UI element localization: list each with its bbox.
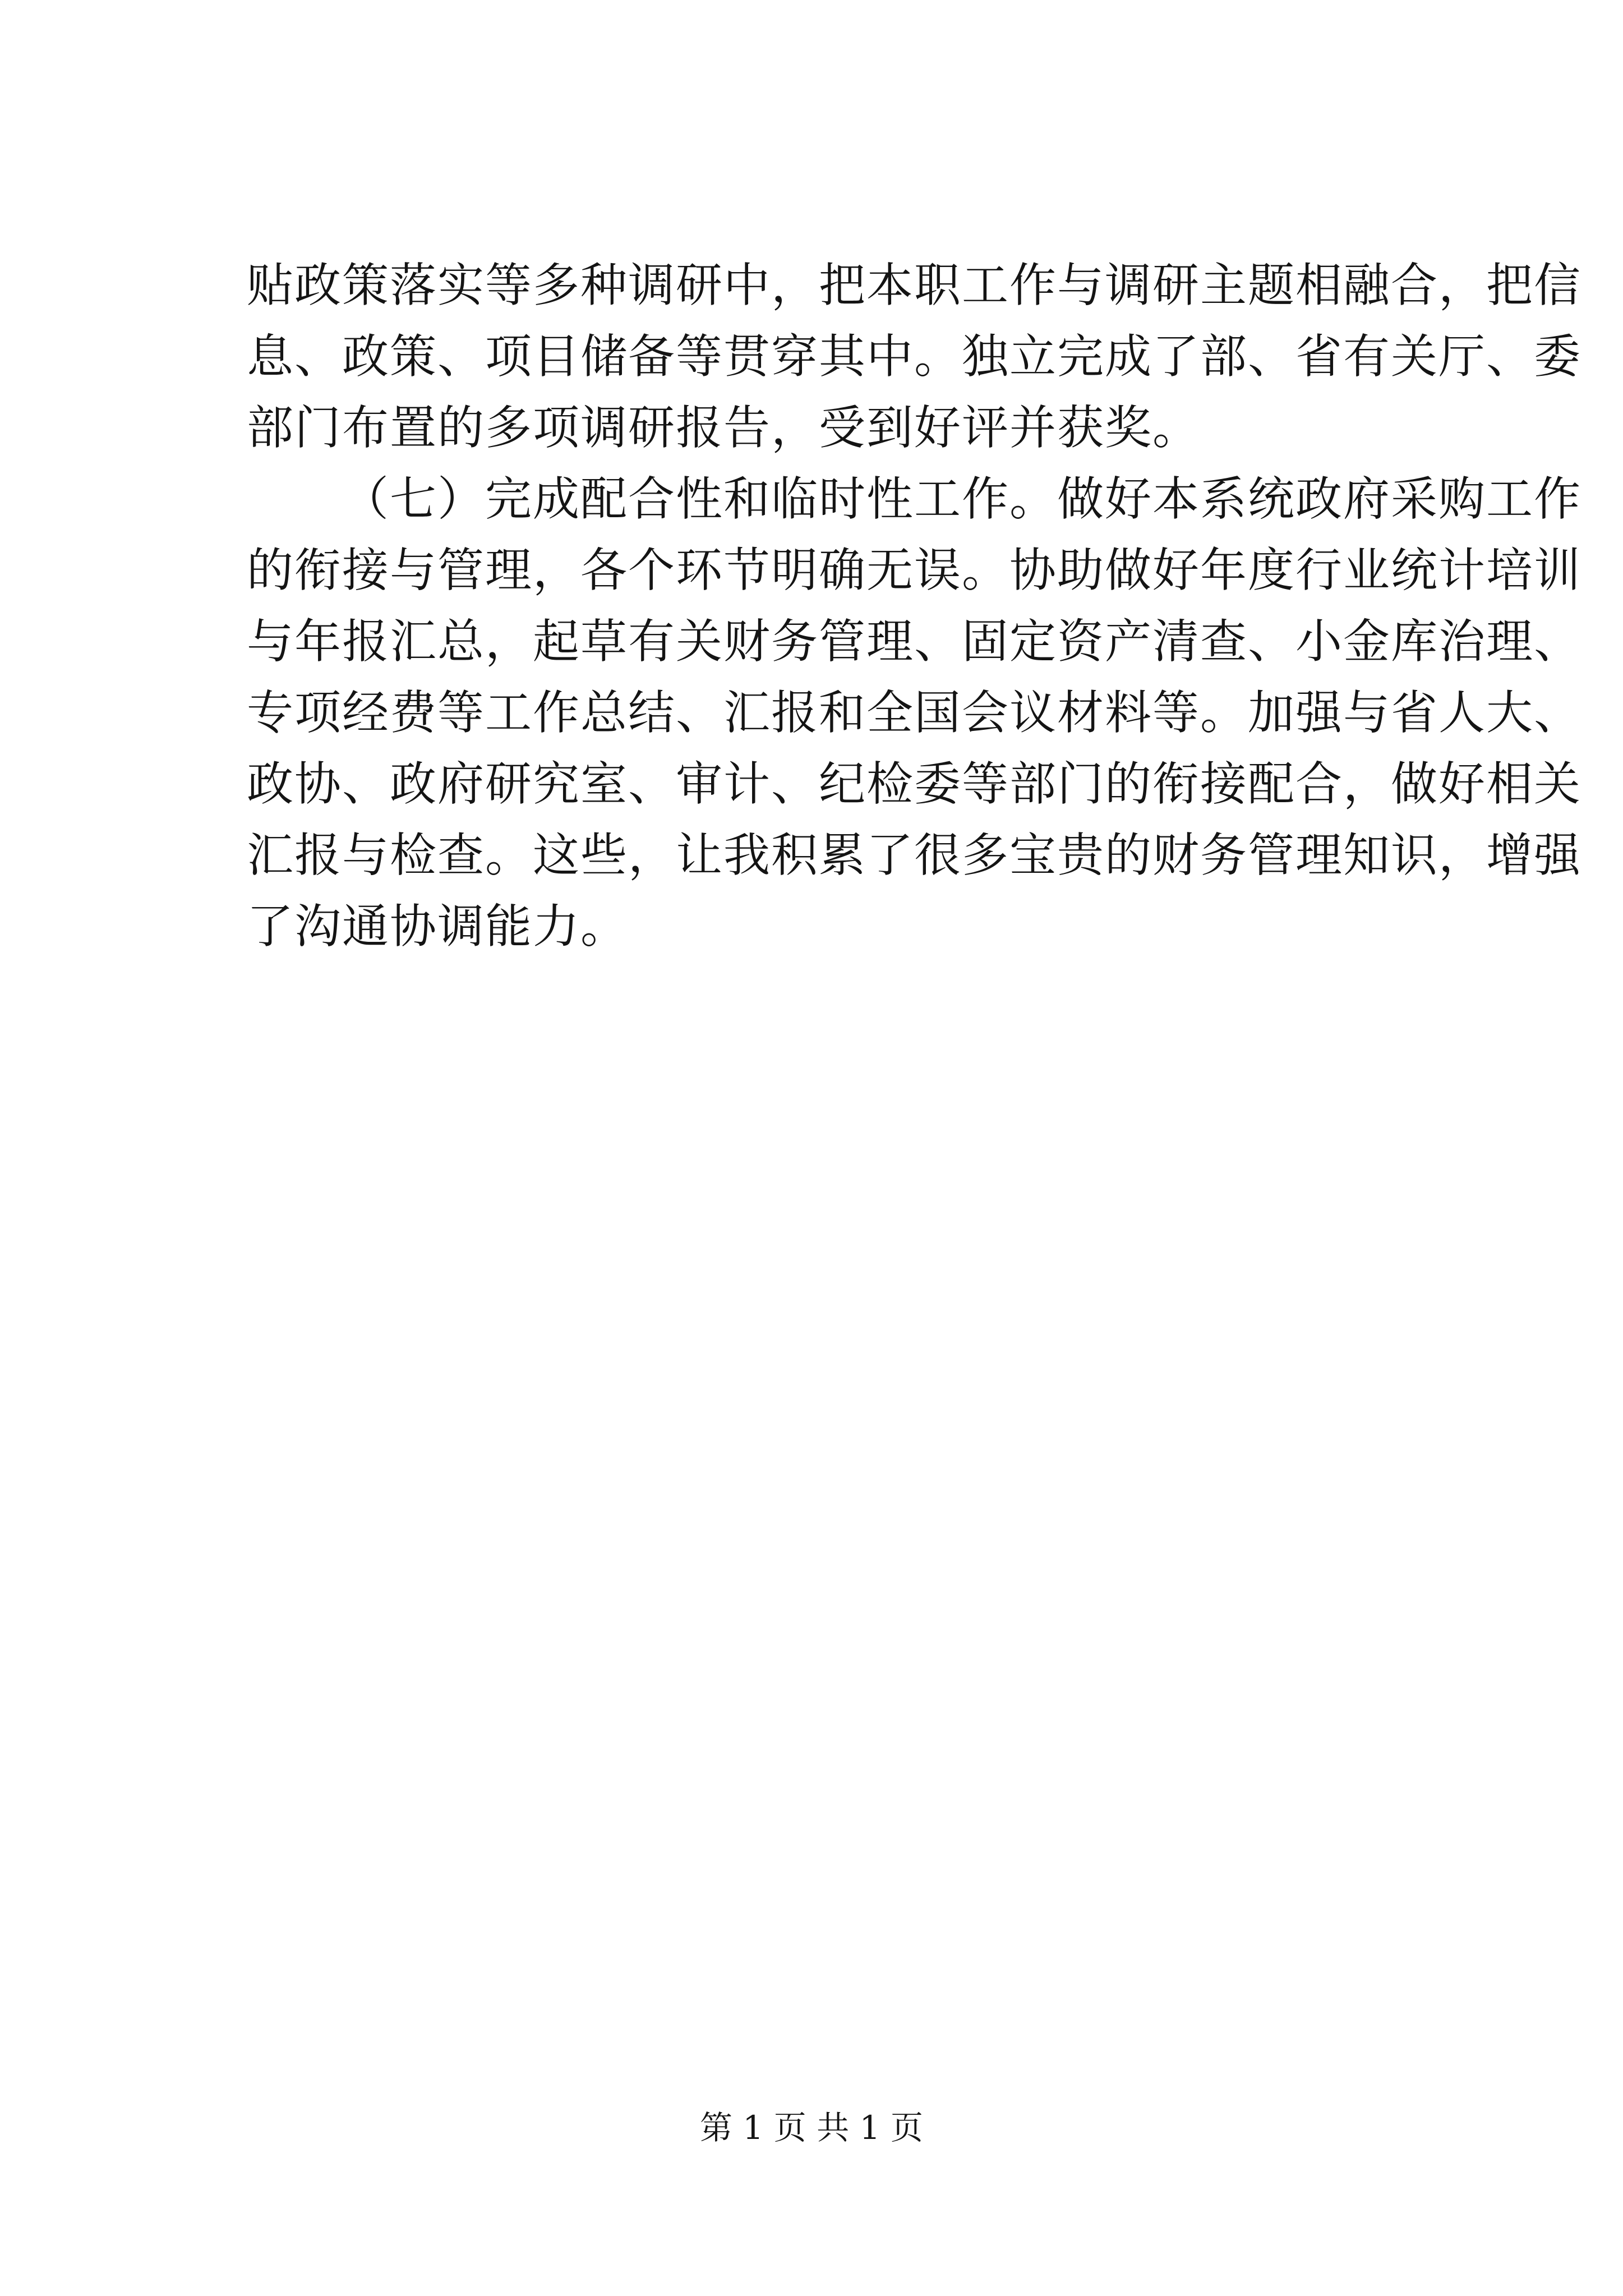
text-line: 了沟通协调能力。 xyxy=(247,899,628,954)
text-line: 政协、政府研究室、审计、纪检委等部门的衔接配合，做好相关 xyxy=(247,757,1581,811)
text-line: 贴政策落实等多种调研中，把本职工作与调研主题相融合，把信 xyxy=(247,258,1581,312)
text-line: 与年报汇总，起草有关财务管理、固定资产清查、小金库治理、 xyxy=(247,614,1581,669)
paragraph-temporary-work xyxy=(247,463,1581,962)
page-number-footer: 第 1 页 共 1 页 xyxy=(700,2109,923,2147)
text-line: 的衔接与管理，各个环节明确无误。协助做好年度行业统计培训 xyxy=(247,543,1581,597)
text-line: 汇报与检查。这些，让我积累了很多宝贵的财务管理知识，增强 xyxy=(247,828,1581,882)
text-line: （七）完成配合性和临时性工作。做好本系统政府采购工作 xyxy=(342,472,1581,526)
paragraph-research xyxy=(247,250,1581,463)
text-line: 专项经费等工作总结、汇报和全国会议材料等。加强与省人大、 xyxy=(247,685,1581,740)
text-line: 息、政策、项目储备等贯穿其中。独立完成了部、省有关厅、委 xyxy=(247,329,1581,384)
document-body xyxy=(247,250,1581,962)
text-line: 部门布置的多项调研报告，受到好评并获奖。 xyxy=(247,401,1200,455)
